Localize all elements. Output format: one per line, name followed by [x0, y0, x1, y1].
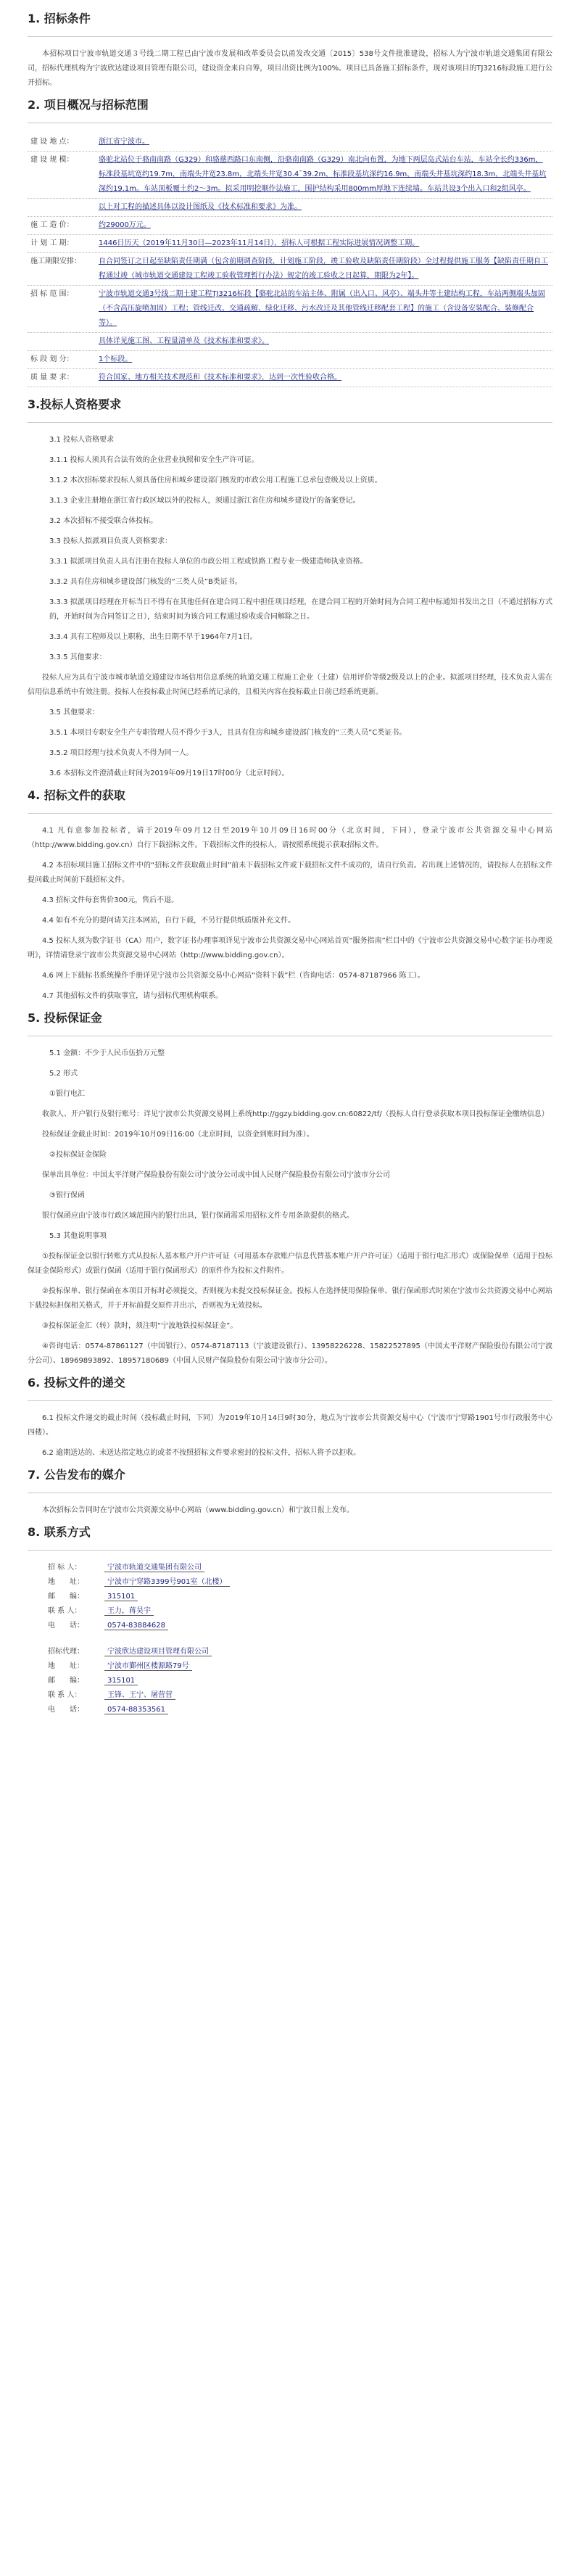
paragraph: 保单出具单位：中国太平洋财产保险股份有限公司宁波分公司或中国人民财产保险股份有限公司宁波市分公司: [42, 1171, 390, 1179]
paragraph: 4.7 其他招标文件的获取事宜，请与招标代理机构联系。: [42, 992, 223, 1000]
contact-value: 王锋、王宁、屠营营: [104, 1691, 175, 1700]
paragraph: ②投标保单、银行保函在本项目开标时必须提交，否则视为未提交投标保证金。投标人在选择使用保险保单、银行保函形式时须在宁波市公共资源交易中心网站下载投标担保相关格式，并于开标前提交原件并出示，否则视为无效投标。: [28, 1287, 552, 1310]
contact-value-wrap: [104, 1619, 552, 1633]
info-key: 标 段 划 分：: [28, 351, 96, 369]
section-title: 3.投标人资格要求: [28, 397, 122, 411]
contact-key: 招 标 人：: [48, 1564, 82, 1572]
paragraph: 4.2 本招标项目施工招标文件中的“招标文件获取截止时间”前未下载招标文件或下载招标文件不成功的，请自行负责。若出现上述情况的，请投标人在招标文件提问截止时间前下载招标文件。: [28, 862, 552, 884]
info-value: 浙江省宁波市。: [96, 133, 552, 152]
contact-key: 电 话：: [48, 1706, 84, 1714]
info-row: [28, 235, 552, 253]
contact-row: [28, 1590, 552, 1604]
paragraph: 4.5 投标人须为数字证书（CA）用户，数字证书办理事项详见宁波市公共资源交易中心网站首页“服务指南”栏目中的《宁波市公共资源交易中心数字证书办理说明》，详情请登录宁波市公共资源交易中心网站（http://www.bidding.gov.cn）。: [28, 937, 552, 959]
info-value: 1个标段。: [96, 351, 552, 369]
section-title: 7. 公告发布的媒介: [28, 1468, 125, 1482]
bid-bond-list: [28, 1046, 552, 1368]
info-key: 建 设 规 模：: [28, 152, 96, 199]
info-row: [28, 253, 552, 286]
section-title: 1. 招标条件: [28, 12, 91, 25]
contact-value-wrap: [104, 1659, 552, 1674]
contact-value-wrap: [104, 1575, 552, 1590]
divider: [28, 422, 552, 423]
info-row: [28, 133, 552, 152]
paragraph: ③投标保证金汇（转）款时，须注明“宁波地铁投标保证金”。: [42, 1322, 238, 1330]
contact-value-wrap: [104, 1561, 552, 1575]
paragraph: 本招标项目宁波市轨道交通３号线二期工程已由宁波市发展和改革委员会以甬发改交通〔2015〕538号文件批准建设，招标人为宁波市轨道交通集团有限公司，招标代理机构为宁波欣达建设项目管理有限公司，建设资金来自自筹，项目出资比例为100%。项目已具备施工招标条件，现对该项目的TJ3216标段施工进行公开招标。: [28, 50, 552, 87]
paragraph: ①银行电汇: [49, 1090, 85, 1098]
section-8: [28, 1524, 552, 1717]
contact-value-wrap: [104, 1674, 552, 1688]
agency-contact: [28, 1645, 552, 1717]
paragraph: 3.1.1 投标人须具有合法有效的企业营业执照和安全生产许可证。: [49, 456, 259, 464]
paragraph: 6.1 投标文件递交的截止时间（投标截止时间，下同）为2019年10月14日9时30分，地点为宁波市公共资源交易中心（宁波市宁穿路1901号市行政服务中心四楼）。: [28, 1414, 552, 1437]
contact-value-wrap: [104, 1688, 552, 1703]
divider: [28, 1400, 552, 1401]
contact-key: 邮 编：: [48, 1677, 84, 1685]
paragraph: 3.3.5 其他要求：: [49, 653, 107, 661]
contact-value-wrap: [104, 1604, 552, 1619]
contact-value: 315101: [104, 1677, 138, 1685]
info-row: [28, 199, 552, 217]
section-5: [28, 1010, 552, 1368]
section-title: 4. 招标文件的获取: [28, 788, 125, 802]
qualification-list: [28, 433, 552, 781]
info-key: 质 量 要 求：: [28, 369, 96, 387]
paragraph: 5.2 形式: [49, 1070, 78, 1078]
info-key: 计 划 工 期：: [28, 235, 96, 253]
paragraph: 3.3.2 具有住房和城乡建设部门核发的“三类人员”B类证书。: [49, 578, 242, 586]
paragraph: 3.5.2 项目经理与技术负责人不得为同一人。: [49, 749, 194, 757]
section-4: [28, 787, 552, 1004]
document-acquisition-list: [28, 824, 552, 1004]
section-title: 2. 项目概况与招标范围: [28, 98, 149, 112]
info-key: 施工期限安排：: [28, 253, 96, 286]
contact-value: 宁波市轨道交通集团有限公司: [104, 1564, 204, 1572]
divider: [28, 36, 552, 37]
paragraph: 收款人、开户银行及银行账号：详见宁波市公共资源交易网上系统http://ggzy.bidding.gov.cn:60822/tf/（投标人自行登录获取本项目投标保证金缴纳信息）: [42, 1110, 549, 1118]
paragraph: ③银行保函: [49, 1192, 85, 1200]
contact-value: 宁波市宁穿路3399号901室（北楼）: [104, 1578, 230, 1587]
submission-list: [28, 1411, 552, 1461]
section-3: [28, 396, 552, 781]
paragraph: 投标保证金截止时间：2019年10月09日16:00（北京时间，以资金到账时间为准）。: [42, 1131, 314, 1139]
paragraph: ②投标保证金保险: [49, 1151, 107, 1159]
contact-row: [28, 1688, 552, 1703]
contact-row: [28, 1703, 552, 1717]
info-value: 以上对工程的描述具体以设计图纸及《技术标准和要求》为准。: [96, 199, 552, 217]
contact-value-wrap: [104, 1645, 552, 1659]
paragraph: 3.5 其他要求：: [49, 709, 100, 717]
info-value: 具体详见施工图、工程量清单及《技术标准和要求》。: [96, 333, 552, 351]
paragraph: 本次招标公告同时在宁波市公共资源交易中心网站（www.bidding.gov.cn）和宁波日报上发布。: [42, 1506, 354, 1514]
info-value: 自合同签订之日起至缺陷责任期满（包含前期调查阶段，计划施工阶段，竣工验收及缺陷责任期阶段）全过程提供施工服务【缺陷责任期自工程通过竣（城市轨道交通建设工程竣工验收管理暂行办法）规定的竣工验收之日起算，期限为2年】。: [96, 253, 552, 286]
info-row: [28, 369, 552, 387]
paragraph: ①投标保证金以银行转账方式从投标人基本账户开户许可证（可用基本存款账户信息代替基本账户开户许可证）（适用于银行电汇形式）或保险保单（适用于投标保证金保险形式）或银行保函（适用于银行保函形式）的原件作为投标文件附件。: [28, 1252, 552, 1275]
project-info-table: [28, 133, 552, 387]
paragraph: 3.3.1 拟派项目负责人具有注册在投标人单位的市政公用工程或铁路工程专业一级建造师执业资格。: [49, 558, 368, 566]
paragraph: 4.6 网上下载标书系统操作手册详见宁波市公共资源交易中心网站“资料下载”栏（咨询电话：0574-87187966 陈工）。: [42, 972, 425, 980]
info-value: 骆驼北站位于骆南南路（G329）和骆慈西路口东南侧，沿骆南南路（G329）南北向布置，为地下两层岛式站台车站，车站全长约336m，标准段基坑宽约19.7m，南端头井宽23.8m，北端头井宽30.4ˉ39.2m，标准段基坑深约16.9m，南端头井基坑深约18.3m，北端头井基坑深约19.1m。车站顶板覆土约2～3m。拟采用明挖顺作法施工，围护结构采用800mm厚地下连续墙。车站共设3个出入口和2组风亭。: [96, 152, 552, 199]
contact-key: 地 址：: [48, 1662, 84, 1670]
paragraph: 6.2 逾期送达的、未送达指定地点的或者不按照招标文件要求密封的投标文件，招标人将予以拒收。: [42, 1449, 361, 1457]
contact-row: [28, 1674, 552, 1688]
contact-value: 宁波欣达建设项目管理有限公司: [104, 1648, 212, 1656]
contact-value-wrap: [104, 1703, 552, 1717]
info-key: [28, 199, 96, 217]
info-row: [28, 152, 552, 199]
section-6: [28, 1374, 552, 1461]
info-row: [28, 217, 552, 235]
paragraph: 3.2 本次招标不接受联合体投标。: [49, 517, 158, 525]
info-value: 符合国家、地方相关技术规范和《技术标准和要求》，达到一次性验收合格。: [96, 369, 552, 387]
paragraph: 银行保函应由宁波市行政区域范围内的银行出具，银行保函需采用招标文件专用条款提供的格式。: [42, 1212, 354, 1220]
paragraph: 3.3 投标人拟派项目负责人资格要求：: [49, 537, 173, 545]
contact-row: [28, 1561, 552, 1575]
contact-value: 宁波市鄞州区楼源路79号: [104, 1662, 192, 1671]
paragraph: 3.5.1 本项目专职安全生产专职管理人员不得少于3人，且具有住房和城乡建设部门核发的“三类人员”C类证书。: [49, 729, 407, 737]
info-key: 招 标 范 围：: [28, 286, 96, 333]
paragraph: 投标人应为具有宁波市城市轨道交通建设市场信用信息系统的轨道交通工程施工企业（土建）信用评价等级2级及以上的企业。拟派项目经理，技术负责人需在信用信息系统中有效注册。投标人在投标截止时间已经系统记录的，且相关内容在投标截止日前已经系统更新。: [28, 674, 552, 696]
contact-key: 联 系 人：: [48, 1607, 82, 1615]
paragraph: ④咨询电话：0574-87861127（中国银行）、0574-87187113（宁波建设银行）、13958226228、15822527895（中国太平洋财产保险股份有限公司宁波分公司）、18969893892、18957180689（中国人民财产保险股份有限公司宁波市分公司）。: [28, 1342, 552, 1365]
paragraph: 5.3 其他说明事项: [49, 1232, 107, 1240]
info-row: [28, 351, 552, 369]
paragraph: 3.1.2 本次招标要求投标人须具备住房和城乡建设部门核发的市政公用工程施工总承包壹级及以上资质。: [49, 476, 382, 484]
contact-value-wrap: [104, 1590, 552, 1604]
section-title: 6. 投标文件的递交: [28, 1376, 125, 1390]
contact-row: [28, 1604, 552, 1619]
contact-row: [28, 1619, 552, 1633]
paragraph: 3.3.3 拟派项目经理在开标当日不得有在其他任何在建合同工程中担任项目经理，在建合同工程的开始时间为合同工程中标通知书发出之日（不通过招标方式的，开始时间为合同签订之日），结束时间为该合同工程通过验收或合同解除之日。: [49, 598, 552, 621]
contact-row: [28, 1645, 552, 1659]
contact-key: 联 系 人：: [48, 1691, 82, 1699]
section-title: 5. 投标保证金: [28, 1011, 102, 1025]
contact-key: 邮 编：: [48, 1593, 84, 1601]
contact-value: 315101: [104, 1593, 138, 1601]
contact-value: 王力，蒋昊宇: [104, 1607, 154, 1616]
paragraph: 5.1 金额：不少于人民币伍拾万元整: [49, 1049, 165, 1057]
section-title: 8. 联系方式: [28, 1525, 91, 1539]
info-key: [28, 333, 96, 351]
section-7: [28, 1466, 552, 1518]
paragraph: 4.1 凡有意参加投标者，请于2019年09月12日至2019年10月09日16时00分（北京时间，下同），登录宁波市公共资源交易中心网站（http://www.bidding.gov.cn）自行下载招标文件。下载招标文件的投标人，请按照系统提示获取招标文件。: [28, 827, 552, 849]
tenderer-contact: [28, 1561, 552, 1633]
contact-row: [28, 1575, 552, 1590]
contact-row: [28, 1659, 552, 1674]
paragraph: 3.1.3 企业注册地在浙江省行政区域以外的投标人，须通过浙江省住房和城乡建设厅的备案登记。: [49, 497, 360, 505]
divider: [28, 813, 552, 814]
info-key: 施 工 造 价：: [28, 217, 96, 235]
section-2: [28, 96, 552, 387]
paragraph: 3.3.4 具有工程师及以上职称，出生日期不早于1964年7月1日。: [49, 633, 257, 641]
contact-key: 地 址：: [48, 1578, 84, 1586]
paragraph: 3.1 投标人资格要求: [49, 436, 115, 444]
paragraph: 4.3 招标文件每套售价300元，售后不退。: [42, 896, 179, 904]
paragraph: 3.6 本招标文件澄清截止时间为2019年09月19日17时00分（北京时间）。: [49, 769, 289, 777]
contact-key: 招标代理：: [48, 1648, 84, 1656]
divider: [28, 1550, 552, 1551]
info-value: 宁波市轨道交通3号线二期土建工程TJ3216标段【骆驼北站的车站主体、附属（出入口、风亭）、端头井等土建结构工程，车站两侧端头加固（不含高压旋喷加固）工程；管线迁改、交通疏解、绿化迁移、污水改迁及其他管线迁移配套工程】的施工（含设备安装配合、装修配合等）。: [96, 286, 552, 333]
info-value: 1446日历天（2019年11月30日—2023年11月14日），招标人可根据工程实际进展情况调整工期。: [96, 235, 552, 253]
section-1: [28, 10, 552, 91]
contact-value: 0574-88353561: [104, 1706, 168, 1714]
info-row: [28, 286, 552, 333]
info-value: 约29000万元。: [96, 217, 552, 235]
contact-key: 电 话：: [48, 1622, 84, 1630]
paragraph: 4.4 如有不充分的提问请关注本网站，自行下载，不另行提供纸质版补充文件。: [42, 917, 296, 925]
contact-value: 0574-83884628: [104, 1622, 168, 1630]
info-key: 建 设 地 点：: [28, 133, 96, 152]
info-row: [28, 333, 552, 351]
